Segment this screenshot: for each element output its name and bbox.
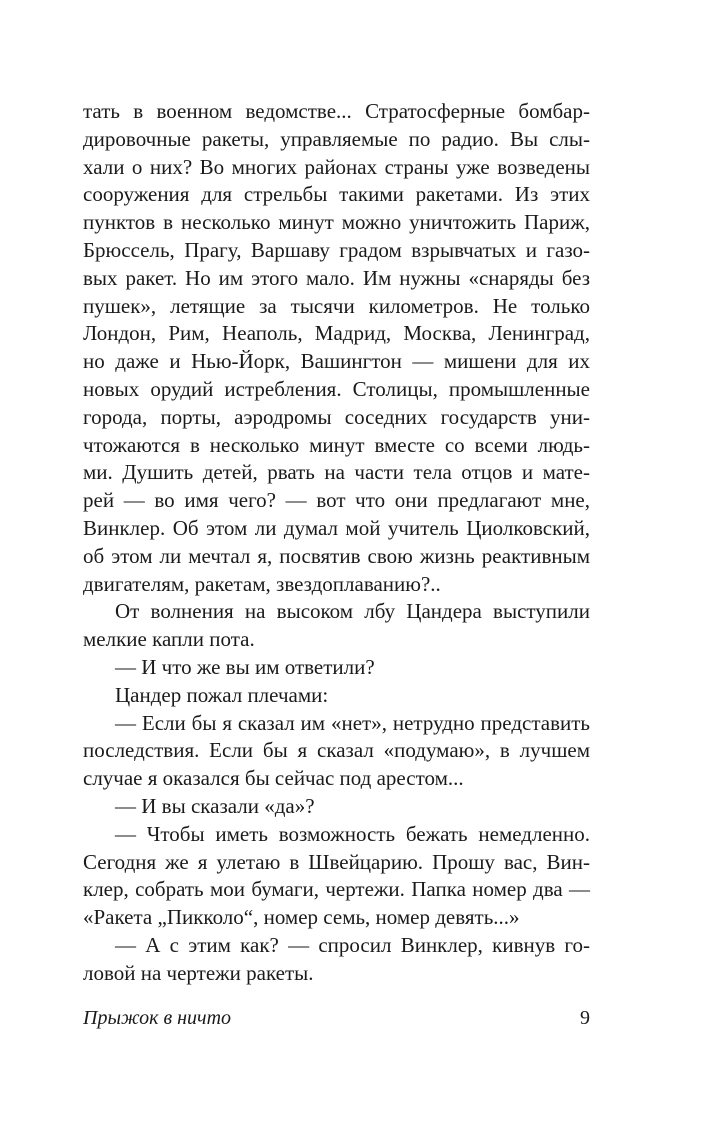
text-line: Брюссель, Прагу, Варшаву градом взрывчатых и газо- [83, 237, 590, 262]
text-line: рей — во имя чего? — вот что они предлагают мне, [83, 488, 590, 513]
text-line: хали о них? Во многих районах страны уже возведены [83, 154, 590, 179]
page-number: 9 [580, 1007, 590, 1029]
text-line: мелкие капли пота. [83, 627, 255, 652]
text-line: двигателям, ракетам, звездоплаванию?.. [83, 571, 441, 596]
dialogue-line: — И что же вы им ответили? [115, 654, 375, 679]
text-line: пунктов в несколько минут можно уничтожить Париж, [83, 210, 590, 235]
text-line: дировочные ракеты, управляемые по радио. Вы слы- [83, 126, 590, 151]
page-footer [83, 1003, 590, 1033]
text-line: тать в военном ведомстве... Стратосферные бомбар- [83, 99, 590, 123]
dialogue-line: — Если бы я сказал им «нет», нетрудно представить [115, 710, 590, 735]
text-line: «Ракета „Пикколо“, номер семь, номер девять...» [83, 905, 520, 930]
dialogue-line: — Чтобы иметь возможность бежать немедленно. [115, 821, 590, 846]
text-line: случае я оказался бы сейчас под арестом... [83, 766, 464, 791]
text-line: города, порты, аэродромы соседних государств уни- [83, 404, 590, 429]
paragraph-first-line: Цандер пожал плечами: [115, 682, 329, 707]
text-line: последствия. Если бы я сказал «подумаю», в лучшем [83, 738, 590, 763]
text-line: пушек», летящие за тысячи километров. Не только [83, 293, 590, 318]
text-line: ми. Душить детей, рвать на части тела отцов и мате- [83, 460, 590, 485]
text-line: но даже и Нью-Йорк, Вашингтон — мишени для их [83, 349, 590, 374]
dialogue-line: — И вы сказали «да»? [115, 793, 315, 818]
dialogue-line: — А с этим как? — спросил Винклер, кивнув го- [115, 932, 590, 957]
text-line: Сегодня же я улетаю в Швейцарию. Прошу вас, Вин- [83, 849, 590, 874]
running-title: Прыжок в ничто [83, 1007, 232, 1029]
text-line: чтожаются в несколько минут вместе со всеми людь- [83, 432, 590, 457]
text-line: ловой на чертежи ракеты. [83, 960, 314, 985]
body-text [83, 98, 590, 988]
text-line: клер, собрать мои бумаги, чертежи. Папка номер два — [83, 877, 590, 902]
text-line: сооружения для стрельбы такими ракетами. Из этих [83, 182, 590, 207]
text-line: об этом ли мечтал я, посвятив свою жизнь реактивным [83, 543, 590, 568]
paragraph-first-line: От волнения на высоком лбу Цандера выступили [115, 599, 590, 624]
text-line: вых ракет. Но им этого мало. Им нужны «снаряды без [83, 265, 590, 290]
text-line: Лондон, Рим, Неаполь, Мадрид, Москва, Ленинград, [83, 321, 590, 346]
text-line: новых орудий истребления. Столицы, промышленные [83, 376, 590, 401]
text-line: Винклер. Об этом ли думал мой учитель Циолковский, [83, 515, 590, 540]
